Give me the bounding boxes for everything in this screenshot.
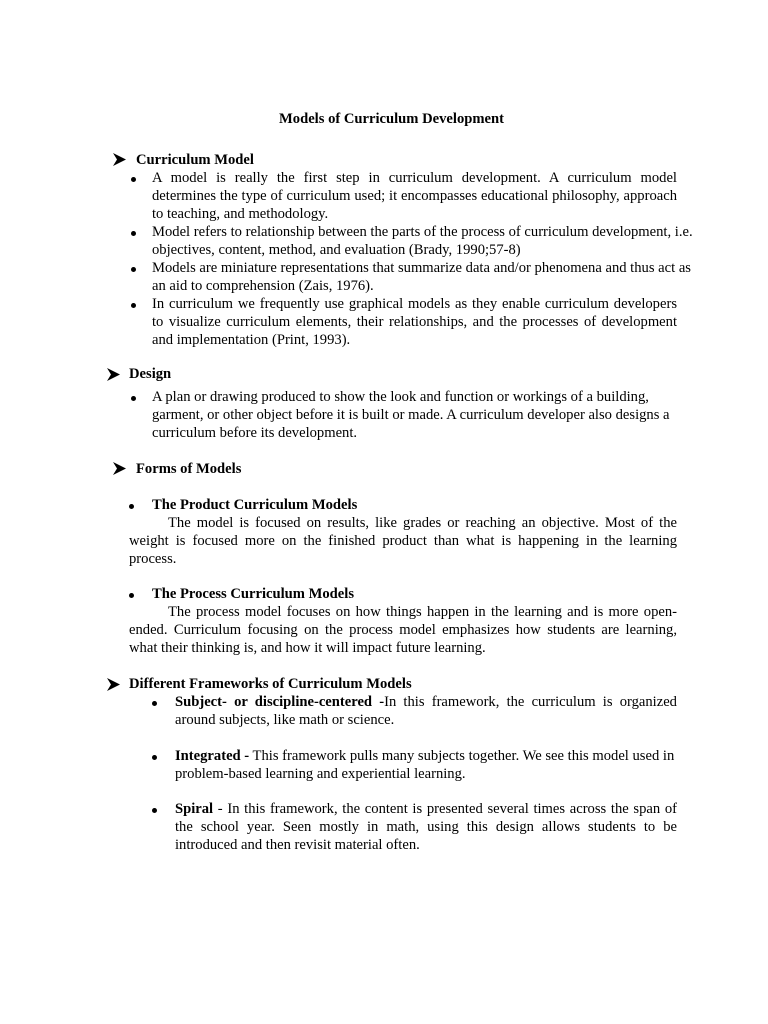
framework-text: This framework pulls many subjects together. We see this model used in problem-based learning and experiential learning. bbox=[175, 748, 675, 782]
curriculum-model-bullet-2: Model refers to relationship between the parts of the process of curriculum development, i.e. objectives, content, method, and evaluation (Brady, 1990;57-8) bbox=[152, 224, 693, 258]
section-heading-forms-of-models: Forms of Models bbox=[136, 461, 242, 477]
arrow-bullet-icon bbox=[113, 462, 127, 476]
arrow-bullet-icon bbox=[107, 368, 121, 382]
product-model-label: The Product Curriculum Models bbox=[152, 497, 358, 513]
section-heading-frameworks: Different Frameworks of Curriculum Models bbox=[129, 676, 412, 692]
framework-text: In this framework, the curriculum is organized around subjects, like math or science. bbox=[175, 694, 677, 728]
arrow-bullet-icon bbox=[107, 678, 121, 692]
framework-item-spiral bbox=[175, 800, 677, 854]
framework-term: Integrated - bbox=[175, 748, 250, 764]
arrow-bullet-icon bbox=[113, 153, 127, 167]
framework-text: - In this framework, the content is presented several times across the span of the school year. Seen mostly in math, using this design allows students to be introduced and then revisit material often. bbox=[175, 801, 677, 853]
curriculum-model-bullet-4: In curriculum we frequently use graphical models as they enable curriculum developers to visualize curriculum elements, their relationships, and the processes of development and implementation (Print, 1993). bbox=[152, 296, 677, 348]
process-model-text: The process model focuses on how things happen in the learning and is more open-ended. Curriculum focusing on the process model emphasizes how students are learning, what their thinking is, and how it will impact future learning. bbox=[129, 604, 677, 656]
curriculum-model-bullet-3: Models are miniature representations that summarize data and/or phenomena and thus act as an aid to comprehension (Zais, 1976). bbox=[152, 260, 691, 294]
section-heading-design: Design bbox=[129, 366, 172, 382]
process-model-label: The Process Curriculum Models bbox=[152, 586, 354, 602]
framework-term: Subject- or discipline-centered - bbox=[175, 694, 385, 710]
framework-item-subject bbox=[175, 693, 677, 729]
framework-term: Spiral bbox=[175, 801, 214, 817]
framework-item-integrated bbox=[175, 747, 680, 783]
product-model-text: The model is focused on results, like grades or reaching an objective. Most of the weight is focused more on the finished product than what is happening in the learning process. bbox=[129, 515, 677, 567]
page-title: Models of Curriculum Development bbox=[279, 111, 504, 127]
section-heading-curriculum-model: Curriculum Model bbox=[136, 152, 254, 168]
curriculum-model-bullet-1: A model is really the first step in curriculum development. A curriculum model determines the type of curriculum used; it encompasses educational philosophy, approach to teaching, and methodology. bbox=[152, 170, 677, 222]
design-bullet-1: A plan or drawing produced to show the look and function or workings of a building, garment, or other object before it is built or made. A curriculum developer also designs a curriculum before its development. bbox=[152, 389, 670, 441]
